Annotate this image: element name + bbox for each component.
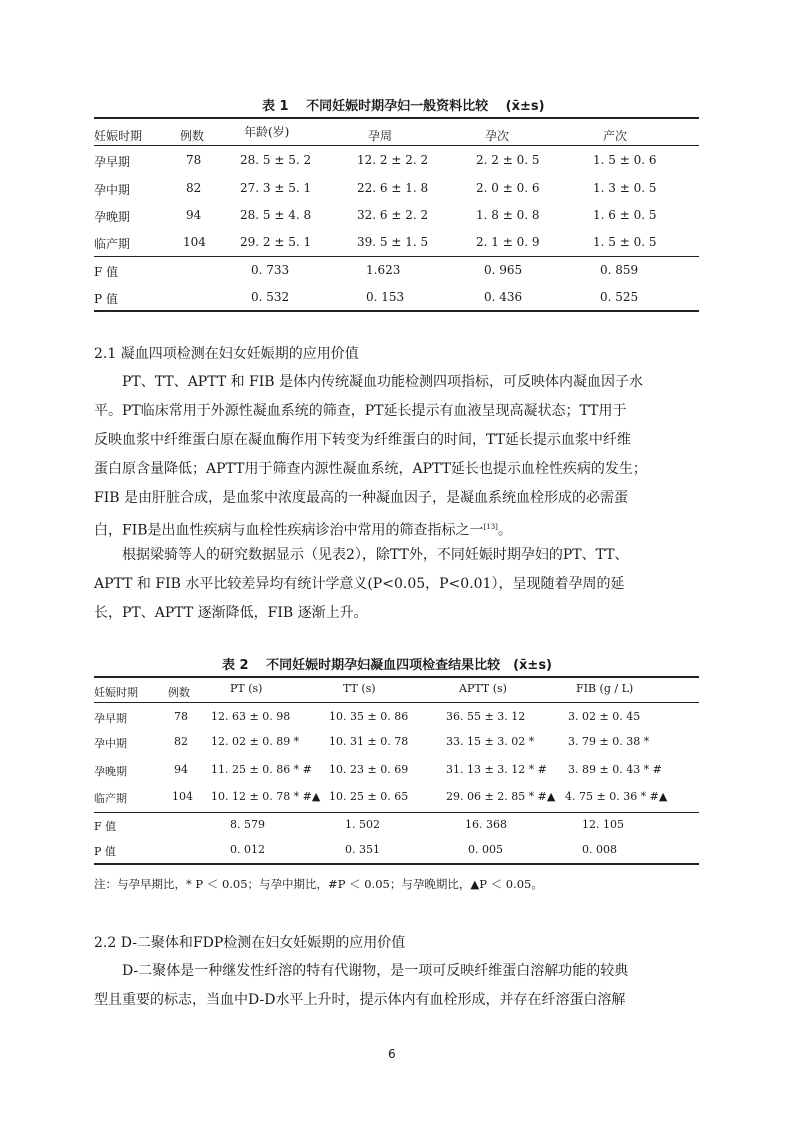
table1-cell: 2. 2 ± 0. 5 [476, 153, 540, 167]
table2-f-label: F 值 [94, 820, 117, 833]
citation-ref: [13] [483, 523, 498, 531]
table2-header-aptt: APTT (s) [459, 682, 507, 695]
table1-stats-rule [94, 256, 699, 257]
table2-cell: 3. 89 ± 0. 43 * # [568, 763, 662, 776]
table2-cell: 孕早期 [94, 712, 127, 725]
table1-cell: 82 [186, 181, 202, 195]
table2-stats-rule [94, 812, 699, 813]
table2-bottom-rule [94, 863, 699, 865]
table1-cell: 22. 6 ± 1. 8 [357, 181, 429, 195]
table1-header-rule [94, 145, 699, 146]
page-number: 6 [388, 1047, 396, 1061]
table1-cell: 0. 153 [366, 290, 405, 304]
table2-cell: 0. 005 [468, 843, 503, 856]
table1-caption: 表 1 不同妊娠时期孕妇一般资料比较 (x̄±s) [262, 99, 545, 114]
table1-cell: 0. 965 [484, 263, 523, 277]
table2-header-period: 妊娠时期 [94, 686, 138, 699]
table2-cell: 12. 105 [582, 818, 624, 831]
text-line: 长，PT、APTT 逐渐降低，FIB 逐渐上升。 [94, 605, 368, 621]
table1-cell: 32. 6 ± 2. 2 [357, 208, 429, 222]
text-line: 反映血浆中纤维蛋白原在凝血酶作用下转变为纤维蛋白的时间，TT延长提示血浆中纤维 [94, 432, 631, 448]
table2-header-fib: FIB (g / L) [576, 682, 634, 695]
table1-p-label: P 值 [94, 292, 118, 306]
table2-cell: 孕中期 [94, 737, 127, 750]
table2-cell: 11. 25 ± 0. 86 * # [211, 763, 312, 776]
table1-cell: 1. 8 ± 0. 8 [476, 208, 540, 222]
table1-header-period: 妊娠时期 [94, 129, 143, 143]
table1-cell: 0. 436 [484, 290, 523, 304]
table2-cell: 1. 502 [345, 818, 380, 831]
text-line: 型且重要的标志，当血中D-D水平上升时，提示体内有血栓形成，并存在纤溶蛋白溶解 [94, 992, 626, 1008]
table2-cell: 82 [174, 735, 188, 748]
table1-cell: 2. 1 ± 0. 9 [476, 235, 540, 249]
table1-f-label: F 值 [94, 265, 119, 279]
text-line-end: 。 [497, 522, 512, 539]
table1-cell: 0. 733 [251, 263, 290, 277]
table2-cell: 10. 25 ± 0. 65 [329, 790, 409, 803]
table1-cell: 29. 2 ± 5. 1 [240, 235, 312, 249]
text-line: 平。PT临床常用于外源性凝血系统的筛查，PT延长提示有血液呈现高凝状态；TT用于 [94, 403, 627, 419]
table2-cell: 3. 02 ± 0. 45 [568, 710, 641, 723]
text-line: FIB 是由肝脏合成，是血浆中浓度最高的一种凝血因子，是凝血系统血栓形成的必需蛋 [94, 490, 628, 506]
table1-cell: 1. 5 ± 0. 6 [593, 153, 657, 167]
table1-cell: 1. 6 ± 0. 5 [593, 208, 657, 222]
table2-cell: 12. 63 ± 0. 98 [211, 710, 291, 723]
text-line: PT、TT、APTT 和 FIB 是体内传统凝血功能检测四项指标，可反映体内凝血因子水 [94, 374, 644, 390]
table2-cell: 10. 35 ± 0. 86 [329, 710, 409, 723]
table2-cell: 94 [174, 763, 188, 776]
table2-cell: 10. 23 ± 0. 69 [329, 763, 409, 776]
table2-top-rule [94, 676, 699, 678]
table1-cell: 27. 3 ± 5. 1 [240, 181, 312, 195]
section-2-1-paragraph-2 [94, 545, 700, 623]
table1-cell: 94 [186, 208, 202, 222]
table1-cell: 28. 5 ± 4. 8 [240, 208, 312, 222]
text-line: 蛋白原含量降低；APTT用于筛查内源性凝血系统，APTT延长也提示血栓性疾病的发生； [94, 461, 647, 477]
table2-cell: 0. 012 [230, 843, 265, 856]
table2-header-rule [94, 702, 699, 703]
text-line: D-二聚体是一种继发性纤溶的特有代谢物，是一项可反映纤维蛋白溶解功能的较典 [94, 963, 629, 979]
table1-cell: 孕早期 [94, 155, 131, 169]
table2-cell: 临产期 [94, 792, 127, 805]
table1-header-parity: 产次 [603, 129, 628, 143]
table2-cell: 3. 79 ± 0. 38 * [568, 735, 650, 748]
table2-cell: 16. 368 [465, 818, 507, 831]
text-line: 白，FIB是出血性疾病与血栓性疾病诊治中常用的筛查指标之一 [94, 522, 484, 539]
table1-header-age: 年龄(岁) [244, 125, 290, 139]
table1-cell: 1. 3 ± 0. 5 [593, 181, 657, 195]
table2-cell: 8. 579 [230, 818, 265, 831]
table1-bottom-rule [94, 310, 699, 312]
table2-cell: 10. 12 ± 0. 78 * #▲ [211, 790, 321, 803]
table1-cell: 0. 532 [251, 290, 290, 304]
table1-cell: 孕中期 [94, 183, 131, 197]
table1-cell: 0. 525 [600, 290, 639, 304]
table2-cell: 104 [172, 790, 193, 803]
table1-cell: 1. 5 ± 0. 5 [593, 235, 657, 249]
table1-header-gravidity: 孕次 [485, 129, 510, 143]
table1-cell: 2. 0 ± 0. 6 [476, 181, 540, 195]
table1-cell: 1.623 [366, 263, 401, 277]
table2-header-tt: TT (s) [343, 682, 376, 695]
table1-cell: 孕晚期 [94, 210, 131, 224]
table2-cell: 31. 13 ± 3. 12 * # [446, 763, 547, 776]
table2-cell: 33. 15 ± 3. 02 * [446, 735, 535, 748]
table1-header-n: 例数 [180, 129, 205, 143]
table1-cell: 28. 5 ± 5. 2 [240, 153, 312, 167]
section-2-1-paragraph-1 [94, 372, 700, 541]
table2-cell: 孕晚期 [94, 765, 127, 778]
section-2-2-paragraph-1 [94, 961, 700, 1010]
section-2-2-heading: 2.2 D-二聚体和FDP检测在妇女妊娠期的应用价值 [94, 935, 406, 951]
table1-top-rule [94, 117, 699, 119]
table2-header-pt: PT (s) [230, 682, 263, 695]
table2-cell: 29. 06 ± 2. 85 * #▲ [446, 790, 556, 803]
table2-p-label: P 值 [94, 845, 116, 858]
table2-cell: 36. 55 ± 3. 12 [446, 710, 526, 723]
table2-cell: 10. 31 ± 0. 78 [329, 735, 409, 748]
table1-cell: 78 [186, 153, 202, 167]
text-line: APTT 和 FIB 水平比较差异均有统计学意义(P<0.05，P<0.01），呈现随着孕周的延 [94, 576, 625, 592]
table1-cell: 0. 859 [600, 263, 639, 277]
table2-cell: 78 [174, 710, 188, 723]
table2-cell: 4. 75 ± 0. 36 * #▲ [565, 790, 668, 803]
table2-cell: 0. 008 [582, 843, 617, 856]
table1-header-gestweek: 孕周 [368, 129, 393, 143]
table1-cell: 临产期 [94, 237, 131, 251]
text-line: 根据梁骑等人的研究数据显示（见表2），除TT外，不同妊娠时期孕妇的PT、TT、 [94, 547, 629, 563]
table2-cell: 0. 351 [345, 843, 380, 856]
table2-footnote: 注：与孕早期比，* P ＜ 0.05；与孕中期比，#P ＜ 0.05；与孕晚期比，▲P ＜ 0.05。 [94, 877, 543, 891]
table2-header-n: 例数 [168, 686, 190, 699]
table2-cell: 12. 02 ± 0. 89 * [211, 735, 300, 748]
table2-caption: 表 2 不同妊娠时期孕妇凝血四项检查结果比较 (x̄±s) [222, 658, 552, 673]
table1-cell: 39. 5 ± 1. 5 [357, 235, 429, 249]
table1-cell: 104 [183, 235, 206, 249]
text-line-with-ref [94, 517, 700, 541]
table1-cell: 12. 2 ± 2. 2 [357, 153, 429, 167]
section-2-1-heading: 2.1 凝血四项检测在妇女妊娠期的应用价值 [94, 346, 359, 362]
